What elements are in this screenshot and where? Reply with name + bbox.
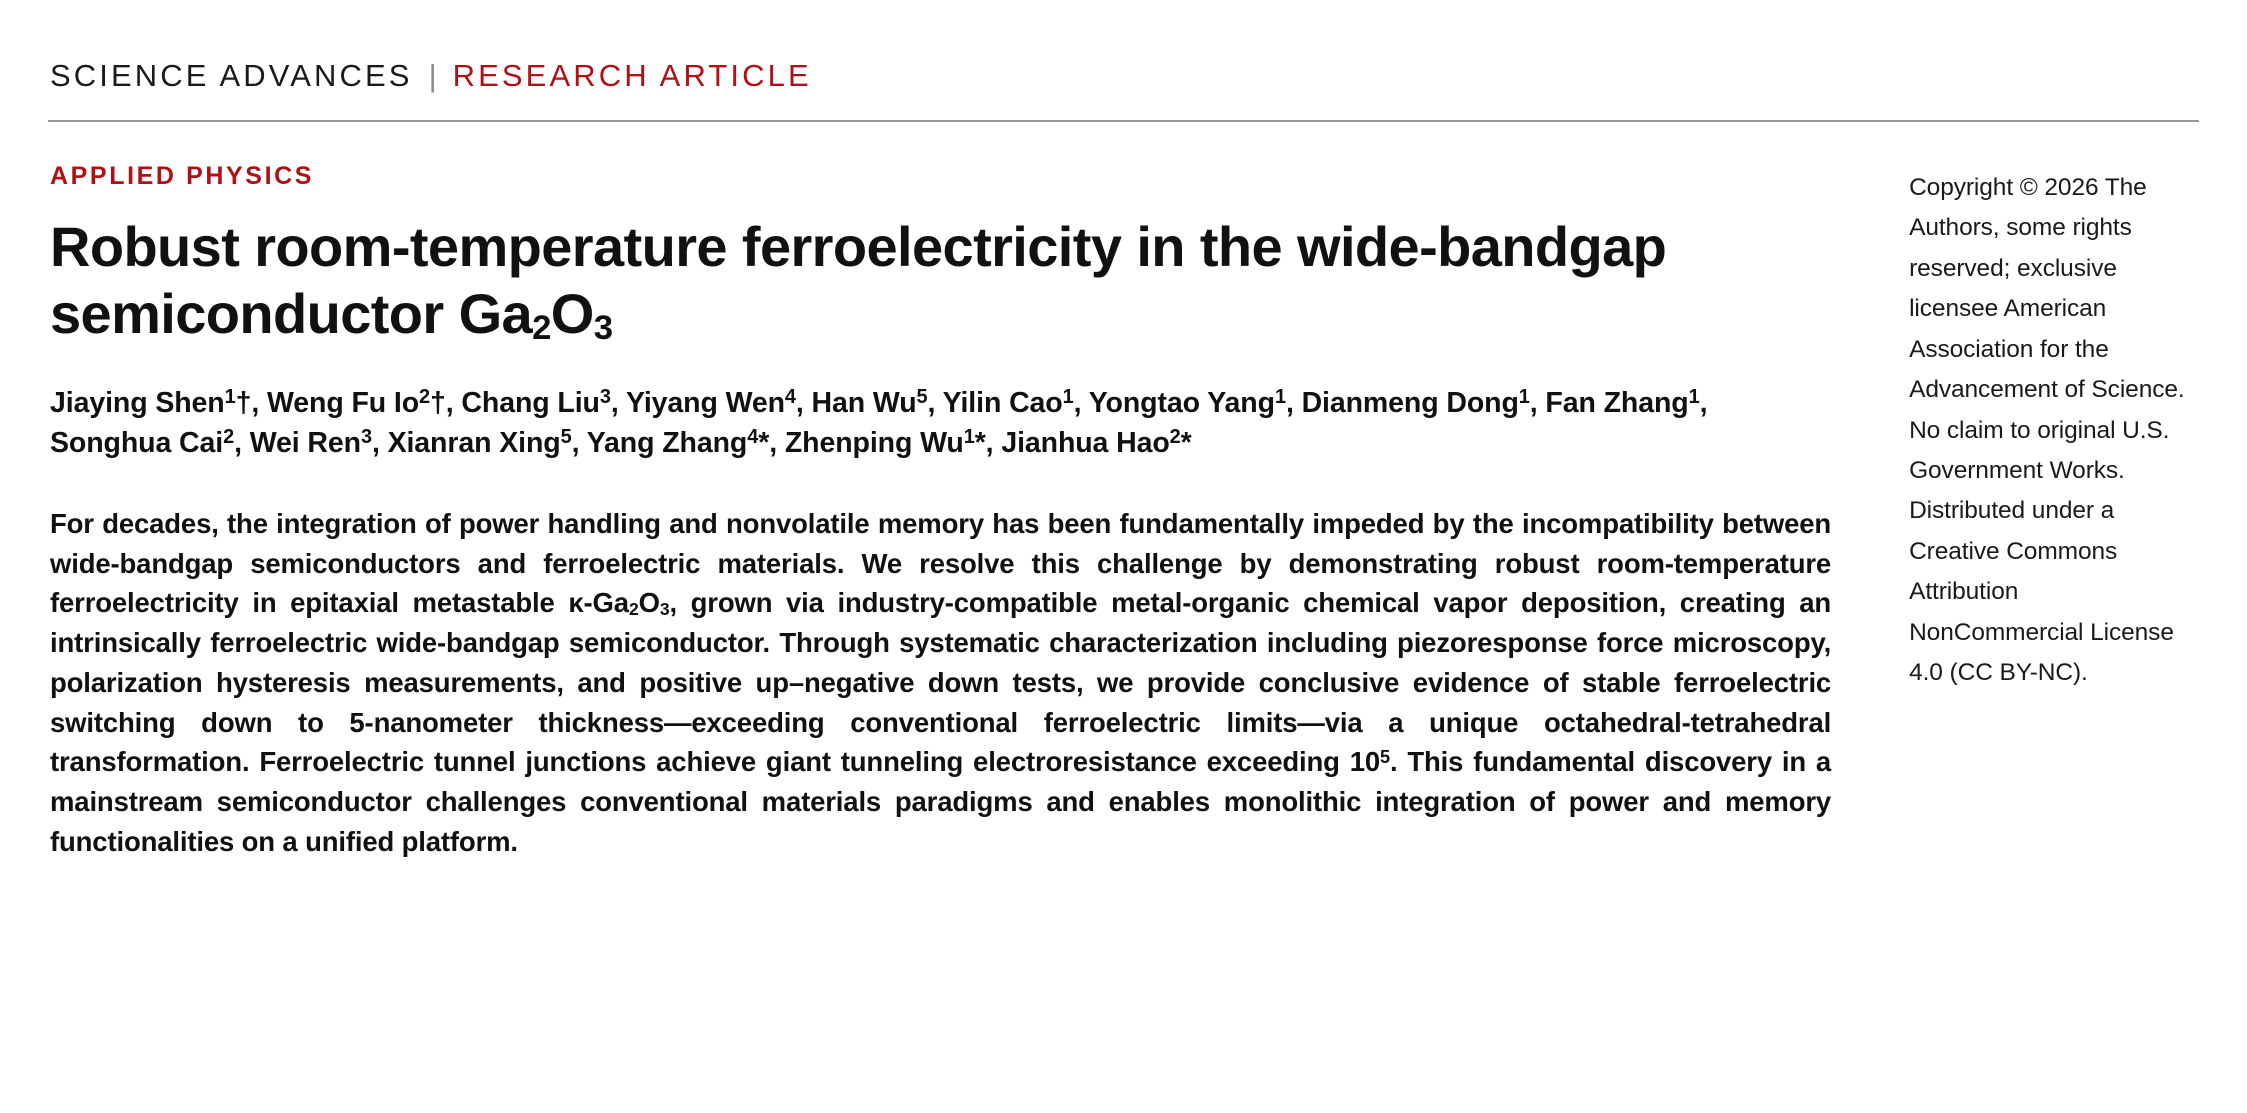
- article-body: [48, 162, 2199, 861]
- page-title-subscript-2: 3: [593, 309, 613, 348]
- page-title-subscript-1: 2: [532, 309, 551, 348]
- main-column: [48, 162, 1831, 861]
- page-title-text-part2: O: [550, 282, 594, 346]
- abstract-text: For decades, the integration of power handling and nonvolatile memory has been fundamentally impeded by the incompatibility between wide-bandgap semiconductors and ferroelectric materials. We resolve this challenge by demonstrating robust room-temperature ferroelectricity in epitaxial metastable $\kappa-Ga_2O_3$, grown via industry-compatible metal-organic chemical vapor deposition, creating an intrinsically ferroelectric wide-bandgap semiconductor. Through systematic characterization including piezoresponse force microscopy, polarization hysteresis measurements, and positive up–negative down tests, we provide conclusive evidence of stable ferroelectric switching down to 5-nanometer thickness—exceeding conventional ferroelectric limits—via a unique octahedral-tetrahedral transformation. Ferroelectric tunnel junctions achieve giant tunneling electroresistance exceeding $10^5$. This fundamental discovery in a mainstream semiconductor challenges conventional materials paradigms and enables monolithic integration of power and memory functionalities on a unified platform.: [50, 507, 1832, 857]
- sidebar-column: [1909, 162, 2199, 693]
- copyright-notice: Copyright © 2026 The Authors, some rights reserved; exclusive licensee American Association for the Advancement of Science. No claim to original U.S. Government Works. Distributed under a Creative Commons Attribution NonCommercial License 4.0 (CC BY-NC).: [1909, 174, 2185, 687]
- running-head: [48, 0, 2199, 94]
- article-type-label: RESEARCH ARTICLE: [452, 58, 812, 93]
- journal-name: SCIENCE ADVANCES: [50, 58, 413, 93]
- subject-category-label: APPLIED PHYSICS: [50, 162, 315, 190]
- page-title-text-part1: Robust room-temperature ferroelectricity in the wide-bandgap semiconductor Ga: [50, 215, 1667, 346]
- header-divider: [48, 120, 2199, 122]
- author-list: Jiaying Shen$^1$†, Weng Fu Io$^2$†, Chang Liu$^3$, Yiyang Wen$^4$, Han Wu$^5$, Yilin Cao$^1$, Yongtao Yang$^1$, Dianmeng Dong$^1$, Fan Zhang$^1$, Songhua Cai$^2$, Wei Ren$^3$, Xianran Xing$^5$, Yang Zhang$^4$*, Zhenping Wu$^1$*, Jianhua Hao$^2$*: [50, 386, 1708, 459]
- running-head-separator: |: [428, 58, 437, 93]
- page-title: [50, 213, 1670, 350]
